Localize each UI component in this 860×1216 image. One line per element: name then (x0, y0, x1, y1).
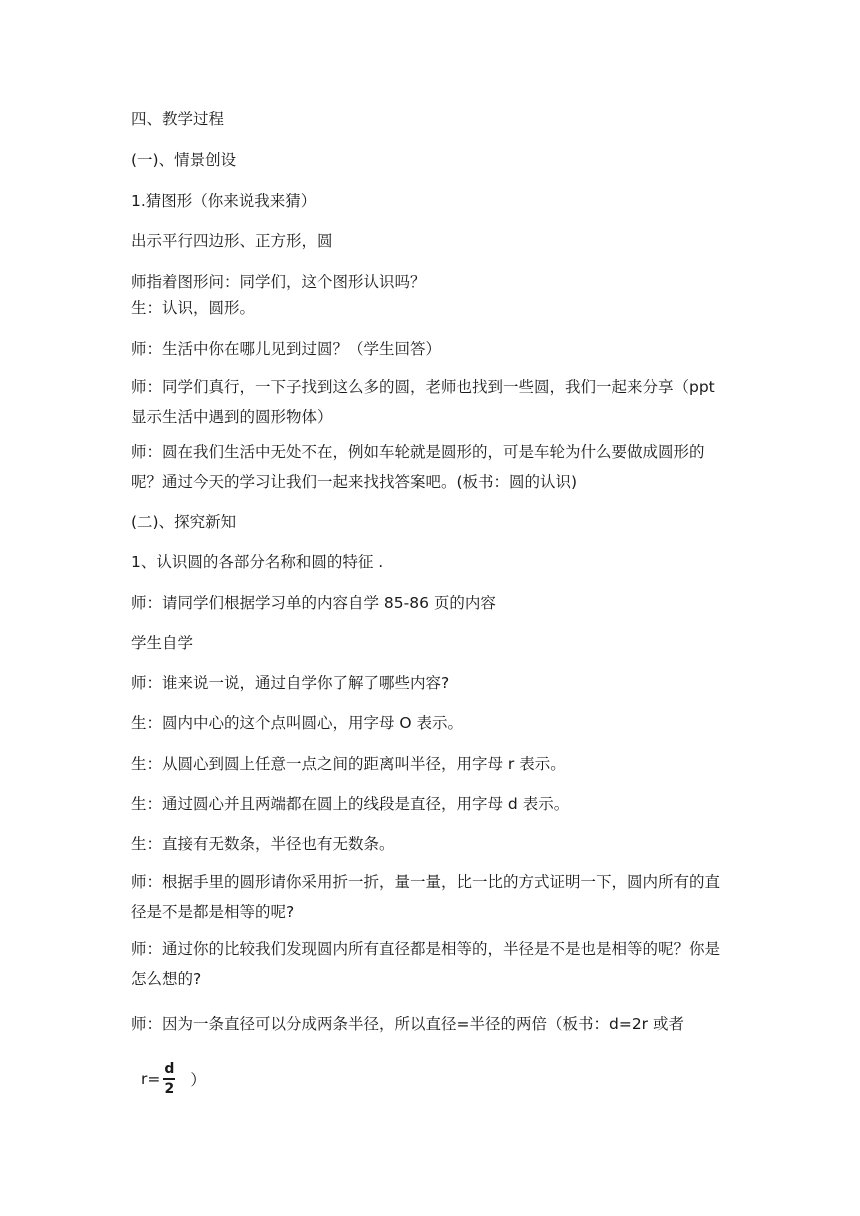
paragraph-teacher-q2: 师：生活中你在哪儿见到过圆？（学生回答） (131, 340, 442, 358)
paragraph-teacher-share: 师：同学们真行，一下子找到这么多的圆，老师也找到一些圆，我们一起来分享（ppt 显示生活中遇到的圆形物体） (131, 378, 715, 426)
paragraph-teacher-ask-learned: 师：谁来说一说，通过自学你了解了哪些内容? (131, 674, 450, 692)
fraction-denominator: 2 (164, 1080, 175, 1097)
subsection-title-2: (二)、探究新知 (131, 513, 237, 531)
fraction-d-over-2 (162, 1061, 176, 1097)
paragraph-teacher-wheel: 师：圆在我们生活中无处不在，例如车轮就是圆形的，可是车轮为什么要做成圆形的呢？通过今天的学习让我们一起来找找答案吧。(板书：圆的认识) (131, 443, 705, 491)
section-title: 四、教学过程 (131, 110, 225, 128)
formula-lhs: r= (141, 1070, 161, 1088)
paragraph-teacher-q1: 师指着图形问：同学们，这个图形认识吗？ (131, 273, 426, 291)
fraction-numerator: d (164, 1061, 175, 1078)
paragraph-teacher-self-study: 师：请同学们根据学习单的内容自学 85-86 页的内容 (131, 594, 496, 612)
paragraph-teacher-formula: 师：因为一条直径可以分成两条半径，所以直径=半径的两倍（板书：d=2r 或者 (131, 1015, 684, 1033)
item-2: 1、认识圆的各部分名称和圆的特征 . (131, 553, 384, 571)
paragraph-student-center: 生：圆内中心的这个点叫圆心，用字母 O 表示。 (131, 714, 464, 732)
paragraph-teacher-compare: 师：通过你的比较我们发现圆内所有直径都是相等的，半径是不是也是相等的呢？你是怎么想的? (131, 940, 721, 988)
paragraph-student-diameter: 生：通过圆心并且两端都在圆上的线段是直径，用字母 d 表示。 (131, 795, 570, 813)
subsection-title-1: (一)、情景创设 (131, 151, 237, 169)
item-1: 1.猜图形（你来说我来猜） (131, 192, 317, 210)
paragraph-student-a1: 生：认识，圆形。 (131, 299, 256, 317)
paragraph-show-shapes: 出示平行四边形、正方形，圆 (131, 232, 333, 250)
paragraph-student-infinite: 生：直接有无数条，半径也有无数条。 (131, 835, 395, 853)
radius-formula (141, 1054, 206, 1104)
paragraph-teacher-fold: 师：根据手里的圆形请你采用折一折，量一量，比一比的方式证明一下，圆内所有的直径是不是都是相等的呢? (131, 873, 721, 921)
paragraph-student-radius: 生：从圆心到圆上任意一点之间的距离叫半径，用字母 r 表示。 (131, 755, 566, 773)
fraction-bar (163, 1078, 175, 1080)
formula-close-paren: ） (190, 1071, 206, 1089)
paragraph-student-self-study: 学生自学 (131, 634, 194, 652)
